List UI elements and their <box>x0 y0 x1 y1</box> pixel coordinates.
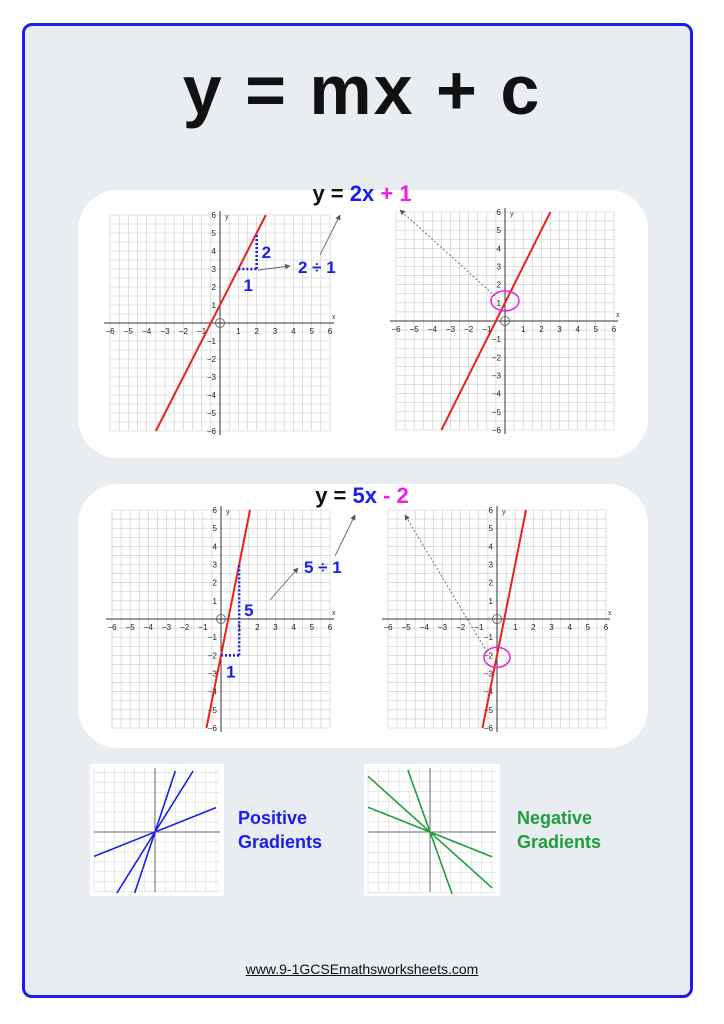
negative-label-line1: Negative <box>517 808 593 828</box>
y-tick-label: −1 <box>483 633 493 643</box>
y-tick-label: 2 <box>211 283 216 292</box>
y-tick-label: −4 <box>483 687 493 697</box>
x-tick-label: −1 <box>482 325 492 334</box>
y-tick-label: −3 <box>491 371 501 381</box>
x-tick-label: −3 <box>445 325 456 334</box>
y-tick-label: 6 <box>212 506 217 515</box>
x-tick-label: 2 <box>531 623 536 632</box>
x-tick-label: −6 <box>107 623 117 632</box>
division-label: 2 ÷ 1 <box>298 258 336 277</box>
x-tick-label: 1 <box>520 325 526 334</box>
y-tick-label: 3 <box>212 560 217 570</box>
y-tick-label: −3 <box>483 669 493 679</box>
equation-1-y: y = <box>312 181 350 206</box>
equation-2-gradient: 5x <box>352 483 377 508</box>
x-tick-label: −4 <box>427 325 437 334</box>
x-tick-label: 2 <box>255 623 260 632</box>
y-tick-label: −1 <box>207 633 217 643</box>
y-tick-label: 1 <box>211 301 216 310</box>
negative-label-line2: Gradients <box>517 832 602 853</box>
intercept-equation-arrow-2 <box>405 515 487 652</box>
x-tick-label: −2 <box>178 327 188 336</box>
x-tick-label: 2 <box>539 325 544 334</box>
equation-2-y: y = <box>315 483 353 508</box>
x-tick-label: 4 <box>291 327 296 336</box>
x-tick-label: −5 <box>125 623 135 632</box>
y-tick-label: −1 <box>206 337 216 346</box>
positive-gradients-panel <box>90 764 224 896</box>
x-tick-label: 3 <box>549 623 554 632</box>
x-tick-label: −3 <box>160 327 170 336</box>
y-tick-label: 5 <box>488 524 493 534</box>
y-tick-label: 4 <box>496 244 501 254</box>
x-tick-label: 5 <box>585 623 591 632</box>
x-tick-label: −1 <box>474 623 484 632</box>
x-tick-label: 6 <box>603 623 609 632</box>
x-axis-label: x <box>332 314 336 321</box>
x-tick-label: 4 <box>575 325 580 334</box>
rise-label: 2 <box>261 243 272 262</box>
y-tick-label: 5 <box>211 229 216 238</box>
positive-label-line2: Gradients <box>238 832 323 853</box>
page-title: y = mx + c <box>182 51 542 129</box>
negative-gradients-panel <box>364 764 500 896</box>
y-tick-label: −6 <box>491 426 501 435</box>
gradient-equation-arrow-2 <box>335 515 355 556</box>
equation-2-intercept: - 2 <box>383 483 409 508</box>
x-tick-label: −2 <box>180 623 190 632</box>
positive-gradients-graph <box>90 764 224 896</box>
y-tick-label: 1 <box>488 596 493 606</box>
intercept-equation-arrow-1 <box>400 210 495 296</box>
gradient-arrow-2 <box>270 568 298 600</box>
y-tick-label: −4 <box>207 687 217 697</box>
y-tick-label: −3 <box>206 373 216 382</box>
x-tick-label: 4 <box>567 623 572 632</box>
x-tick-label: −5 <box>123 327 133 336</box>
x-axis-label: x <box>608 610 612 617</box>
y-tick-label: −5 <box>207 705 217 715</box>
y-tick-label: 6 <box>496 208 501 217</box>
y-tick-label: −6 <box>206 427 216 436</box>
x-tick-label: 1 <box>512 623 518 632</box>
x-tick-label: 3 <box>273 623 278 632</box>
y-tick-label: −2 <box>207 651 217 661</box>
x-tick-label: −6 <box>391 325 401 334</box>
gradient-equation-arrow-1 <box>320 215 340 255</box>
x-tick-label: −1 <box>198 623 208 632</box>
x-tick-label: −3 <box>437 623 448 632</box>
equation-1-gradient: 2x <box>349 181 375 206</box>
x-axis-label: x <box>616 312 620 319</box>
y-tick-label: 1 <box>496 298 501 308</box>
y-tick-label: −6 <box>207 724 217 733</box>
negative-gradients-label <box>517 806 601 855</box>
positive-gradients-label <box>238 806 322 855</box>
y-axis-label: y <box>226 509 230 516</box>
y-tick-label: 4 <box>212 542 217 552</box>
x-tick-label: −4 <box>142 327 152 336</box>
x-tick-label: 4 <box>291 623 296 632</box>
footer-website-link[interactable]: www.9-1GCSEmathsworksheets.com <box>245 961 479 977</box>
x-tick-label: −6 <box>105 327 115 336</box>
y-tick-label: 4 <box>488 542 493 552</box>
x-tick-label: 5 <box>309 327 314 336</box>
x-tick-label: 5 <box>593 325 599 334</box>
x-axis-label: x <box>332 610 336 617</box>
x-tick-label: 6 <box>327 623 333 632</box>
y-tick-label: −2 <box>206 355 216 364</box>
x-tick-label: −5 <box>409 325 419 334</box>
positive-label-line1: Positive <box>238 808 308 828</box>
y-tick-label: −5 <box>206 409 216 418</box>
y-tick-label: 6 <box>488 506 493 515</box>
x-tick-label: −5 <box>401 623 411 632</box>
x-tick-label: 1 <box>236 327 241 336</box>
x-tick-label: 3 <box>272 327 278 336</box>
x-tick-label: 6 <box>327 327 333 336</box>
y-axis-label: y <box>225 214 229 221</box>
y-tick-label: 6 <box>211 211 216 220</box>
y-tick-label: −1 <box>491 335 501 345</box>
y-axis-label: y <box>502 509 506 516</box>
rise-label: 5 <box>244 600 254 620</box>
y-tick-label: 3 <box>496 262 501 272</box>
division-label: 5 ÷ 1 <box>304 558 342 577</box>
y-tick-label: 5 <box>212 524 217 534</box>
y-tick-label: 2 <box>212 578 217 588</box>
y-axis-label: y <box>510 211 514 218</box>
x-tick-label: −2 <box>464 325 474 334</box>
x-tick-label: 5 <box>309 623 315 632</box>
y-tick-label: 1 <box>212 596 217 606</box>
y-tick-label: 5 <box>496 226 501 236</box>
y-tick-label: −5 <box>491 407 501 417</box>
y-tick-label: 3 <box>488 560 493 570</box>
x-tick-label: −2 <box>456 623 466 632</box>
y-tick-label: −4 <box>491 389 501 399</box>
x-tick-label: −4 <box>143 623 153 632</box>
y-tick-label: 4 <box>211 247 216 256</box>
x-tick-label: −4 <box>419 623 429 632</box>
x-tick-label: 6 <box>611 325 617 334</box>
x-tick-label: −3 <box>161 623 172 632</box>
run-label: 1 <box>243 276 253 295</box>
y-tick-label: −5 <box>483 705 493 715</box>
y-tick-label: −4 <box>206 391 216 400</box>
y-tick-label: −3 <box>207 669 217 679</box>
x-tick-label: 2 <box>254 327 259 336</box>
y-tick-label: 2 <box>488 578 493 588</box>
y-tick-label: 2 <box>496 280 501 290</box>
y-tick-label: −6 <box>483 724 493 733</box>
y-tick-label: 3 <box>211 265 216 274</box>
gradient-arrow-1 <box>258 266 290 270</box>
x-tick-label: −6 <box>383 623 393 632</box>
run-label: 1 <box>226 662 236 682</box>
equation-1-intercept: + 1 <box>380 181 412 206</box>
x-tick-label: 1 <box>236 623 242 632</box>
negative-gradients-graph <box>364 764 500 896</box>
y-tick-label: −2 <box>483 651 493 661</box>
y-tick-label: −2 <box>491 353 501 363</box>
x-tick-label: −1 <box>197 327 207 336</box>
x-tick-label: 3 <box>557 325 562 334</box>
